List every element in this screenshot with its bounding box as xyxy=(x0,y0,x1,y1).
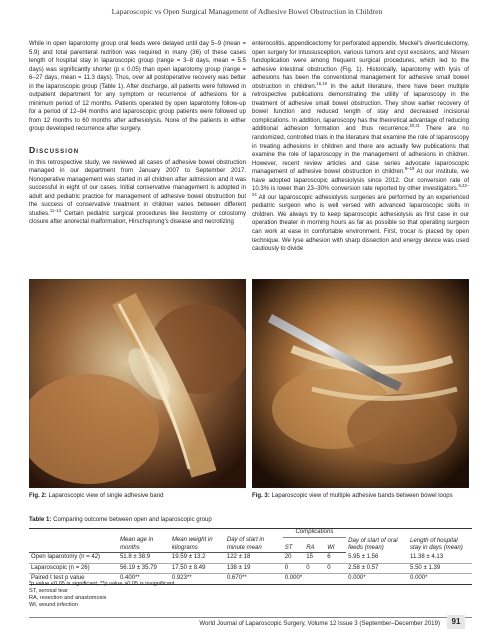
cell-stay: 5.50 ± 1.39 xyxy=(410,564,441,571)
page-number: 91 xyxy=(447,615,465,629)
discussion-text-right-4: At our institute, we have adopted laparoscopic adhesiolysis since 2012. Our conversion rate of 10.3% is lower than 23–30% conversion rate reported by other investigators. xyxy=(252,169,469,193)
figure-3-laparoscopic-image xyxy=(252,279,469,488)
discussion-text-right-1: enterocolitis, appendicectomy for perforated appendix, Meckel's diverticulectomy, open surgery for intussusception, various tumors and cyst excisions, and Nissen fundoplication were among frequent surgical procedures, which led to the adhesive intestinal obstruction (Fig. 1). Historically, laparotomy with lysis of adhesions has been the conventional management for adhesive small bowel obstruction in children. xyxy=(252,41,469,90)
citation-ref: 11–13 xyxy=(49,207,62,213)
cell-weight: 19.59 ± 13.2 xyxy=(171,554,206,561)
header-ra: RA xyxy=(304,537,325,553)
discussion-paragraph xyxy=(29,159,246,227)
cell-wi: 6 xyxy=(327,554,331,561)
laparoscopic-photo-single-band xyxy=(29,279,246,488)
table-1-title-text: Comparing outcome between open and laparoscopic group xyxy=(51,517,212,523)
left-column xyxy=(29,40,246,227)
cell-age: 0.400** xyxy=(119,575,140,582)
cell-feeds: 2.58 ± 0.57 xyxy=(348,564,379,571)
cell-ra xyxy=(304,574,325,585)
figure-2-laparoscopic-image xyxy=(29,279,246,488)
row-label: Paired t test p value xyxy=(31,575,85,582)
cell-st: 0 xyxy=(284,564,289,571)
table-1-outcomes xyxy=(29,528,472,585)
header-oral-feeds: Day of start of oral feeds (mean) xyxy=(346,529,408,553)
citation-ref: 20,21 xyxy=(409,123,420,129)
cell-day: 0.670** xyxy=(226,575,247,582)
cell-wi: 0 xyxy=(327,564,331,571)
citation-ref: 16,19 xyxy=(316,80,327,86)
cell-day: 122 ± 18 xyxy=(226,554,251,561)
figure-2-caption xyxy=(29,492,246,500)
table-note: ST, serosal tear xyxy=(29,588,68,594)
results-paragraph: While in open laparotomy group oral feeds were delayed until day 5–9 (mean = 5.9) and total parenteral nutrition was required in many (36) of these cases length of hospital stay in laparoscopic group (range = 3–8 days, mean = 5.5 days) was significantly shorter (p ≤ 0.05) than open laparotomy group (range = 6–27 days, mean = 11.3 days). Thus, over all postoperative recovery was better in the laparoscopic group (Table 1). After discharge, all patients were followed in outpatient department for any symptom or recurrence of adhesions for a minimum period of 12 months. Patients operated by open laparotomy follow-up for a period of 12–84 months and laparoscopic group patients were followed up from 12 months to 60 months after adhesiolysis. None of the patients in either group developed recurrence after surgery. xyxy=(29,41,246,133)
figure-3-caption xyxy=(252,492,469,500)
cell-st: 0.000* xyxy=(284,575,303,582)
cell-wi xyxy=(325,574,346,585)
cell-age: 51.8 ± 38.9 xyxy=(119,554,151,561)
header-blank xyxy=(29,529,118,538)
table-note: WI, wound infection xyxy=(29,602,78,608)
journal-citation: World Journal of Laparoscopic Surgery, Volume 12 Issue 3 (September–December 2019) xyxy=(199,620,440,627)
cell-feeds: 0.000* xyxy=(348,575,366,582)
citation-ref: 9–19 xyxy=(404,166,415,172)
running-title: Laparoscopic vs Open Surgical Management of Adhesive Bowel Obstruction in Children xyxy=(111,7,383,16)
table-1-label: Table 1: xyxy=(29,517,52,523)
header-mean-weight: Mean weight in kilograms xyxy=(170,537,225,553)
table-row xyxy=(29,563,472,574)
header-blank xyxy=(225,529,283,538)
figure-3-label: Fig. 3: xyxy=(252,493,270,499)
table-1-title xyxy=(29,517,212,523)
table-note: *p value <0.05 is significant; **p value >0.05 is insignificant xyxy=(29,581,175,587)
footer-divider xyxy=(29,617,472,618)
discussion-text: In this retrospective study, we reviewed all cases of adhesive bowel obstruction managed in our department from January 2007 to September 2017. Nonoperative management was started in all children after admission and it was successful in eight of our cases. Initial conservative management is adopted in adult and pediatric practice for management of adhesive bowel obstruction but the success of conservative treatment in children varies between different studies. xyxy=(29,159,246,217)
cell-feeds: 5.95 ± 1.56 xyxy=(348,554,379,561)
table-note: RA, resection and anastomosis xyxy=(29,595,107,601)
cell-stay: 11.38 ± 4.13 xyxy=(410,554,444,561)
header-blank xyxy=(118,529,170,538)
table-row xyxy=(29,553,472,564)
laparoscopic-photo-multiple-bands xyxy=(252,279,469,488)
citation-ref: 6,22–24 xyxy=(252,183,469,197)
figure-2-label: Fig. 2: xyxy=(29,493,47,499)
running-header xyxy=(0,0,494,22)
header-hospital-stay: Length of hospital stay in days (mean) xyxy=(408,529,472,553)
cell-ra: 15 xyxy=(306,554,313,561)
discussion-text-right-5: All our laparoscopic adhesiolysis surgeries are performed by an experienced pediatric surgeon who is well versed with advanced laparoscopic skills in children. We always try to keep laparoscopic adhesiolysis as first case in our operation theater in morning hours as far as possible so that operating surgeon can work at ease in comfortable environment. First, trocar is placed by open technique. We lyse adhesion with sharp dissection and energy device was used cautiously to divide xyxy=(252,194,469,253)
figure-2-caption-text: Laparoscopic view of single adhesive band xyxy=(46,493,164,499)
right-column xyxy=(252,40,469,254)
page-footer xyxy=(0,617,494,631)
cell-age: 56.19 ± 35.79 xyxy=(119,564,157,571)
discussion-paragraph-right xyxy=(252,40,469,254)
discussion-text-right-2: In the adult literature, there have been multiple retrospective publications demonstrating the utility of laparoscopy in the treatment of adhesive small bowel obstruction. They show earlier recovery of bowel function and reduced length of stay and decreased incisional complications. In addition, laparoscopy has the theoretical advantage of reducing additional adhesion formation and thus recurrence. xyxy=(252,83,469,133)
header-st: ST xyxy=(283,537,305,553)
header-complications: Complications xyxy=(283,529,346,538)
cell-st: 20 xyxy=(284,554,292,561)
table-notes xyxy=(29,581,175,609)
header-wi: WI xyxy=(325,537,346,553)
figure-3-caption-text: Laparoscopic view of multiple adhesive bands between bowel loops xyxy=(269,493,453,499)
row-label: Open laparotomy (n = 42) xyxy=(31,554,101,561)
header-blank xyxy=(29,537,118,553)
discussion-text-right-3: There are no randomized, controlled trials in the literature that examine the role of laparoscopy in treating adhesions in children and there are actually few publications that examine the role of laparoscopy in the management of adhesions in children. However, recent review articles and case series advocate laparoscopic management of adhesive bowel obstruction in children. xyxy=(252,126,469,176)
row-label: Laparoscopic (n = 26) xyxy=(31,564,90,571)
cell-weight: 0.923** xyxy=(171,575,192,582)
cell-ra: 0 xyxy=(306,564,310,571)
cell-day: 138 ± 19 xyxy=(226,564,251,571)
cell-weight: 17.50 ± 8.49 xyxy=(171,564,206,571)
header-day-start: Day of start in minute mean xyxy=(225,537,283,553)
header-mean-age: Mean age in months xyxy=(118,537,170,553)
section-title-discussion: Discussion xyxy=(29,145,80,156)
cell-stay: 0.000* xyxy=(410,575,428,582)
header-blank xyxy=(170,529,225,538)
discussion-text-cont: Certain pediatric surgical procedures like ileostomy or colostomy closure after anorectal malformation, Hirschsprung's disease and necrotizing xyxy=(29,210,246,226)
